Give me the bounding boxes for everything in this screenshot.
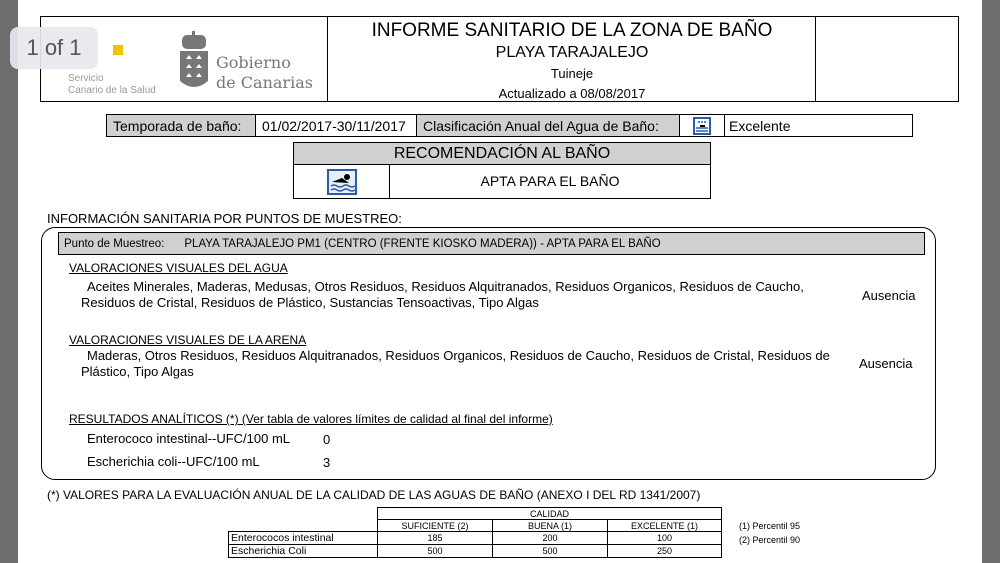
sand-items-line1: Maderas, Otros Residuos, Residuos Alquitranados, Residuos Organicos, Residuos de Caucho, Residuos de Cristal, Residuos de — [87, 348, 830, 363]
season-label: Temporada de baño: — [107, 115, 256, 136]
sand-items-line2: Plástico, Tipo Algas — [81, 364, 194, 379]
scs-logo-mark — [113, 45, 123, 55]
sanitary-heading: INFORMACIÓN SANITARIA POR PUNTOS DE MUESTREO: — [47, 211, 402, 226]
season-value: 01/02/2017-30/11/2017 — [256, 115, 417, 136]
cell: 500 — [493, 545, 608, 558]
gov-logo-text — [216, 53, 313, 93]
beach-name: PLAYA TARAJALEJO — [495, 44, 649, 61]
logo-text: Gobierno — [216, 53, 291, 72]
col-header: EXCELENTE (1) — [608, 520, 722, 532]
page-indicator: 1 of 1 — [10, 27, 98, 69]
recommendation-value: APTA PARA EL BAÑO — [480, 173, 620, 189]
excellent-water-icon — [680, 115, 725, 136]
water-title: VALORACIONES VISUALES DEL AGUA — [69, 261, 288, 275]
recommendation-title: RECOMENDACIÓN AL BAÑO — [294, 143, 710, 165]
results-title: RESULTADOS ANALÍTICOS (*) (Ver tabla de valores límites de calidad al final del informe) — [69, 412, 553, 426]
cell: 250 — [608, 545, 722, 558]
result-value: 0 — [323, 432, 331, 447]
cell: 100 — [608, 532, 722, 545]
recommendation-box — [293, 142, 711, 199]
water-result: Ausencia — [862, 288, 916, 303]
logo-text: de Canarias — [216, 73, 313, 92]
cell: 185 — [378, 532, 493, 545]
logo-text: Servicio — [68, 73, 104, 84]
logo-text: Canario de la Salud — [68, 85, 156, 96]
sampling-point-label: Punto de Muestreo: — [64, 237, 165, 250]
table-group-header: CALIDAD — [378, 508, 722, 520]
updated-date: Actualizado a 08/08/2017 — [498, 86, 646, 101]
water-items-line2: Residuos de Cristal, Residuos de Plástico, Sustancias Tensoactivas, Tipo Algas — [81, 295, 539, 310]
table-row — [229, 532, 722, 545]
sampling-point-value: PLAYA TARAJALEJO PM1 (CENTRO (FRENTE KIOSKO MADERA)) - APTA PARA EL BAÑO — [184, 237, 661, 250]
table-row — [229, 545, 722, 558]
classification-value: Excelente — [729, 117, 791, 134]
note: (1) Percentil 95 — [739, 521, 801, 531]
cell: 500 — [378, 545, 493, 558]
season-row — [106, 114, 913, 137]
canarias-coat-of-arms-icon — [178, 31, 210, 93]
report-page — [18, 0, 982, 563]
sampling-point-bar — [58, 232, 925, 255]
col-header: SUFICIENTE (2) — [378, 520, 493, 532]
result-value: 3 — [323, 455, 331, 470]
report-header — [40, 16, 959, 102]
municipality: Tuineje — [550, 66, 594, 81]
water-items-line1: Aceites Minerales, Maderas, Medusas, Otros Residuos, Residuos Alquitranados, Residuos Organicos, Residuos de Caucho, — [87, 279, 804, 294]
row-name: Enterococos intestinal — [229, 532, 378, 545]
result-name: Escherichia coli--UFC/100 mL — [87, 454, 260, 469]
limits-table — [228, 507, 722, 558]
col-header: BUENA (1) — [493, 520, 608, 532]
scs-logo — [68, 73, 156, 97]
report-title: INFORME SANITARIO DE LA ZONA DE BAÑO — [371, 20, 773, 41]
limits-heading: (*) VALORES PARA LA EVALUACIÓN ANUAL DE LA CALIDAD DE LAS AGUAS DE BAÑO (ANEXO I DEL RD 1341/2007) — [47, 488, 701, 502]
note: (2) Percentil 90 — [739, 535, 801, 545]
swimmer-icon — [294, 165, 390, 198]
row-name: Escherichia Coli — [229, 545, 378, 558]
sand-title: VALORACIONES VISUALES DE LA ARENA — [69, 333, 307, 347]
cell: 200 — [493, 532, 608, 545]
result-name: Enterococo intestinal--UFC/100 mL — [87, 431, 291, 446]
classification-label: Clasificación Anual del Agua de Baño: — [417, 115, 680, 136]
sand-result: Ausencia — [859, 356, 913, 371]
